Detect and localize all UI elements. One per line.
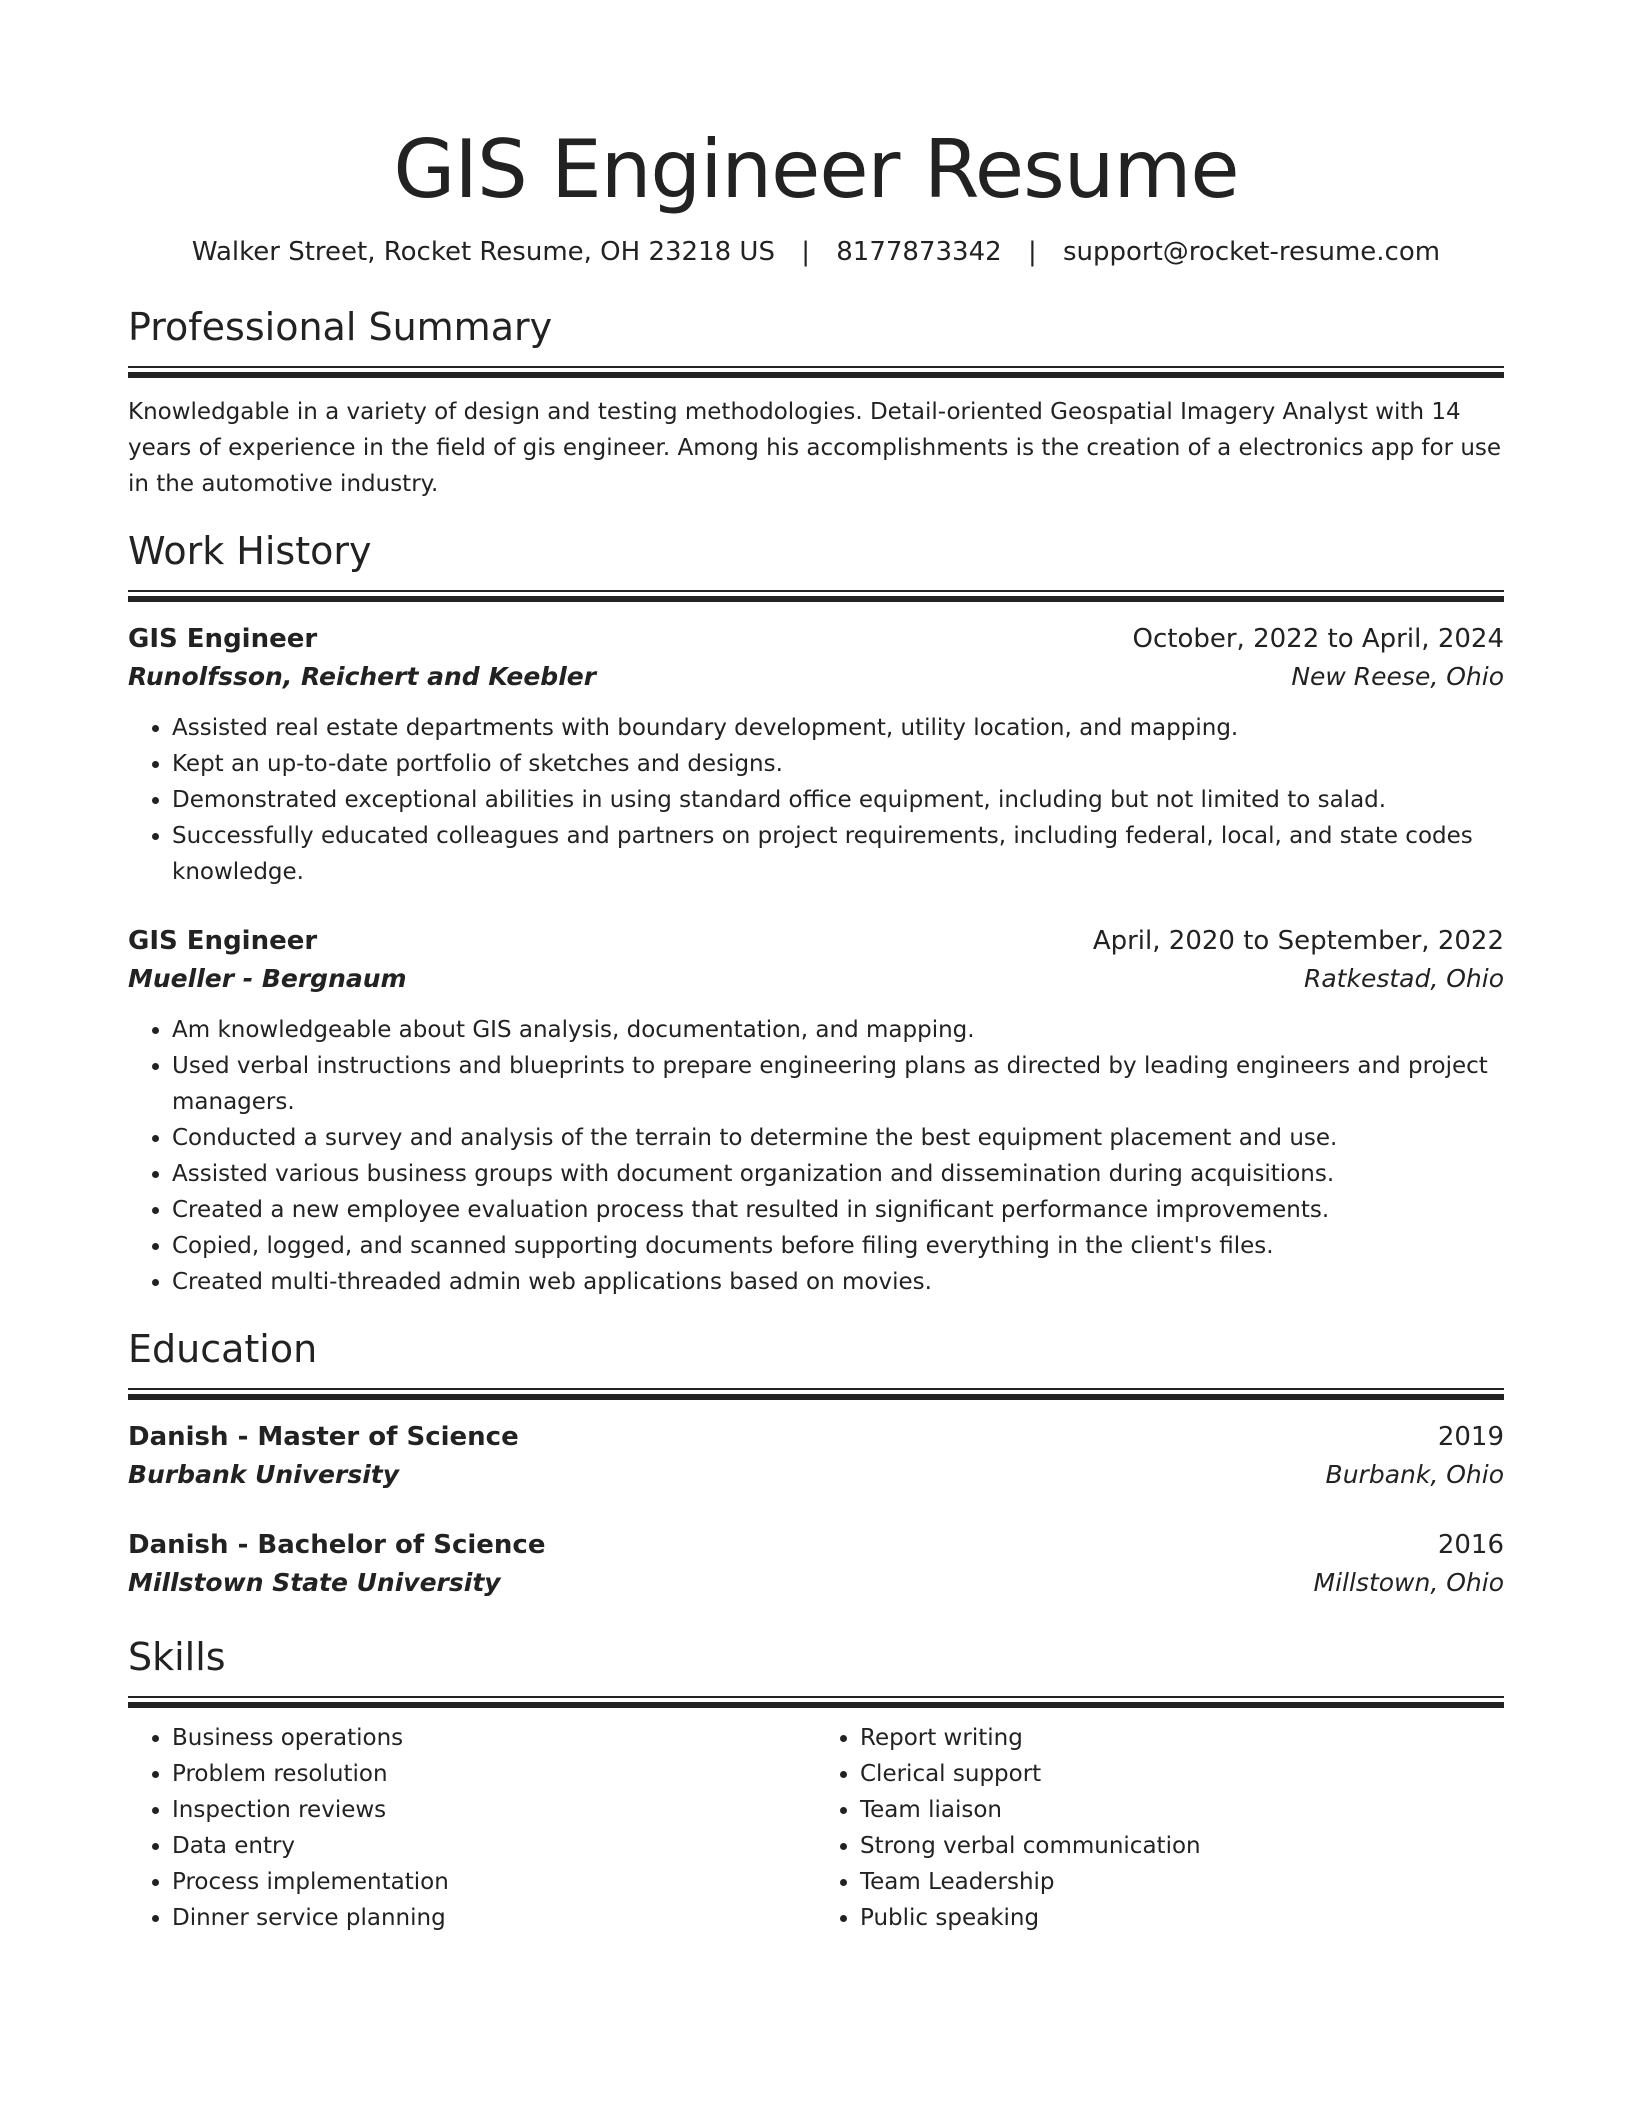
education-school-row <box>128 1564 1504 1602</box>
contact-email: support@rocket-resume.com <box>1062 237 1441 267</box>
section-divider <box>128 590 1504 602</box>
skills-list-right <box>816 1720 1504 1936</box>
skill-item: • Business operations <box>172 1720 816 1756</box>
section-divider <box>128 366 1504 378</box>
skills-list-left <box>128 1720 816 1936</box>
job-entry <box>128 620 1504 890</box>
job-duties-list <box>128 1012 1504 1300</box>
summary-text: Knowledgable in a variety of design and testing methodologies. Detail-oriented Geospatial Imagery Analyst with 14 years of experience in the field of gis engineer. Among his accomplishments is the creation of a electronics app for use in the automotive industry. <box>128 399 1502 497</box>
section-divider <box>128 1388 1504 1400</box>
skill-item: • Process implementation <box>172 1864 816 1900</box>
job-employer: Mueller - Bergnaum <box>128 964 407 993</box>
skill-item: • Strong verbal communication <box>860 1828 1504 1864</box>
education-degree: Danish - Bachelor of Science <box>128 1530 546 1560</box>
job-duty: • Created multi-threaded admin web applications based on movies. <box>172 1264 1504 1300</box>
job-employer-row <box>128 960 1504 998</box>
skills-heading: Skills <box>128 1635 226 1679</box>
job-header-row <box>128 922 1504 960</box>
education-school: Millstown State University <box>128 1568 501 1597</box>
education-header-row <box>128 1526 1504 1564</box>
skill-item: • Report writing <box>860 1720 1504 1756</box>
job-header-row <box>128 620 1504 658</box>
education-entry <box>128 1526 1504 1602</box>
job-duty: • Used verbal instructions and blueprints to prepare engineering plans as directed by leading engineers and project managers. <box>172 1048 1504 1120</box>
skill-item: • Problem resolution <box>172 1756 816 1792</box>
education-entry <box>128 1418 1504 1494</box>
skill-item: • Public speaking <box>860 1900 1504 1936</box>
education-school-row <box>128 1456 1504 1494</box>
education-degree: Danish - Master of Science <box>128 1422 519 1452</box>
skill-item: • Data entry <box>172 1828 816 1864</box>
contact-separator: | <box>801 237 810 267</box>
work-history-section <box>128 526 1504 1300</box>
skills-columns <box>128 1720 1504 1936</box>
job-duty: • Am knowledgeable about GIS analysis, documentation, and mapping. <box>172 1012 1504 1048</box>
summary-heading: Professional Summary <box>128 305 553 349</box>
skill-item: • Clerical support <box>860 1756 1504 1792</box>
education-school: Burbank University <box>128 1460 400 1489</box>
job-title: GIS Engineer <box>128 926 318 956</box>
job-duty: • Conducted a survey and analysis of the terrain to determine the best equipment placement and use. <box>172 1120 1504 1156</box>
job-entry <box>128 922 1504 1300</box>
resume-page <box>128 120 1504 1936</box>
job-duties-list <box>128 710 1504 890</box>
contact-phone: 8177873342 <box>836 237 1002 267</box>
job-duty: • Assisted various business groups with document organization and dissemination during acquisitions. <box>172 1156 1504 1192</box>
job-location: Ratkestad, Ohio <box>1303 964 1504 993</box>
job-location: New Reese, Ohio <box>1291 662 1504 691</box>
job-employer-row <box>128 658 1504 696</box>
job-title: GIS Engineer <box>128 624 318 654</box>
job-employer: Runolfsson, Reichert and Keebler <box>128 662 597 691</box>
education-header-row <box>128 1418 1504 1456</box>
education-section <box>128 1324 1504 1602</box>
skill-item: • Inspection reviews <box>172 1792 816 1828</box>
work-history-heading: Work History <box>128 529 372 573</box>
skill-item: • Team liaison <box>860 1792 1504 1828</box>
education-location: Millstown, Ohio <box>1313 1568 1504 1597</box>
education-year: 2016 <box>1437 1530 1504 1560</box>
skill-item: • Team Leadership <box>860 1864 1504 1900</box>
job-dates: April, 2020 to September, 2022 <box>1092 926 1504 956</box>
contact-line <box>128 232 1504 272</box>
resume-title: GIS Engineer Resume <box>393 123 1239 216</box>
job-dates: October, 2022 to April, 2024 <box>1132 624 1504 654</box>
education-year: 2019 <box>1437 1422 1504 1452</box>
job-duty: • Demonstrated exceptional abilities in using standard office equipment, including but not limited to salad. <box>172 782 1504 818</box>
skill-item: • Dinner service planning <box>172 1900 816 1936</box>
job-duty: • Created a new employee evaluation process that resulted in significant performance improvements. <box>172 1192 1504 1228</box>
education-location: Burbank, Ohio <box>1325 1460 1504 1489</box>
skills-section <box>128 1632 1504 1936</box>
section-divider <box>128 1696 1504 1708</box>
contact-address: Walker Street, Rocket Resume, OH 23218 US <box>191 237 775 267</box>
job-duty: • Copied, logged, and scanned supporting documents before filing everything in the client's files. <box>172 1228 1504 1264</box>
job-duty: • Kept an up-to-date portfolio of sketches and designs. <box>172 746 1504 782</box>
contact-separator: | <box>1027 237 1037 267</box>
summary-section <box>128 302 1504 502</box>
resume-header <box>128 120 1504 272</box>
education-heading: Education <box>128 1327 318 1371</box>
job-duty: • Successfully educated colleagues and partners on project requirements, including federal, local, and state codes knowledge. <box>172 818 1504 890</box>
job-duty: • Assisted real estate departments with boundary development, utility location, and mapping. <box>172 710 1504 746</box>
